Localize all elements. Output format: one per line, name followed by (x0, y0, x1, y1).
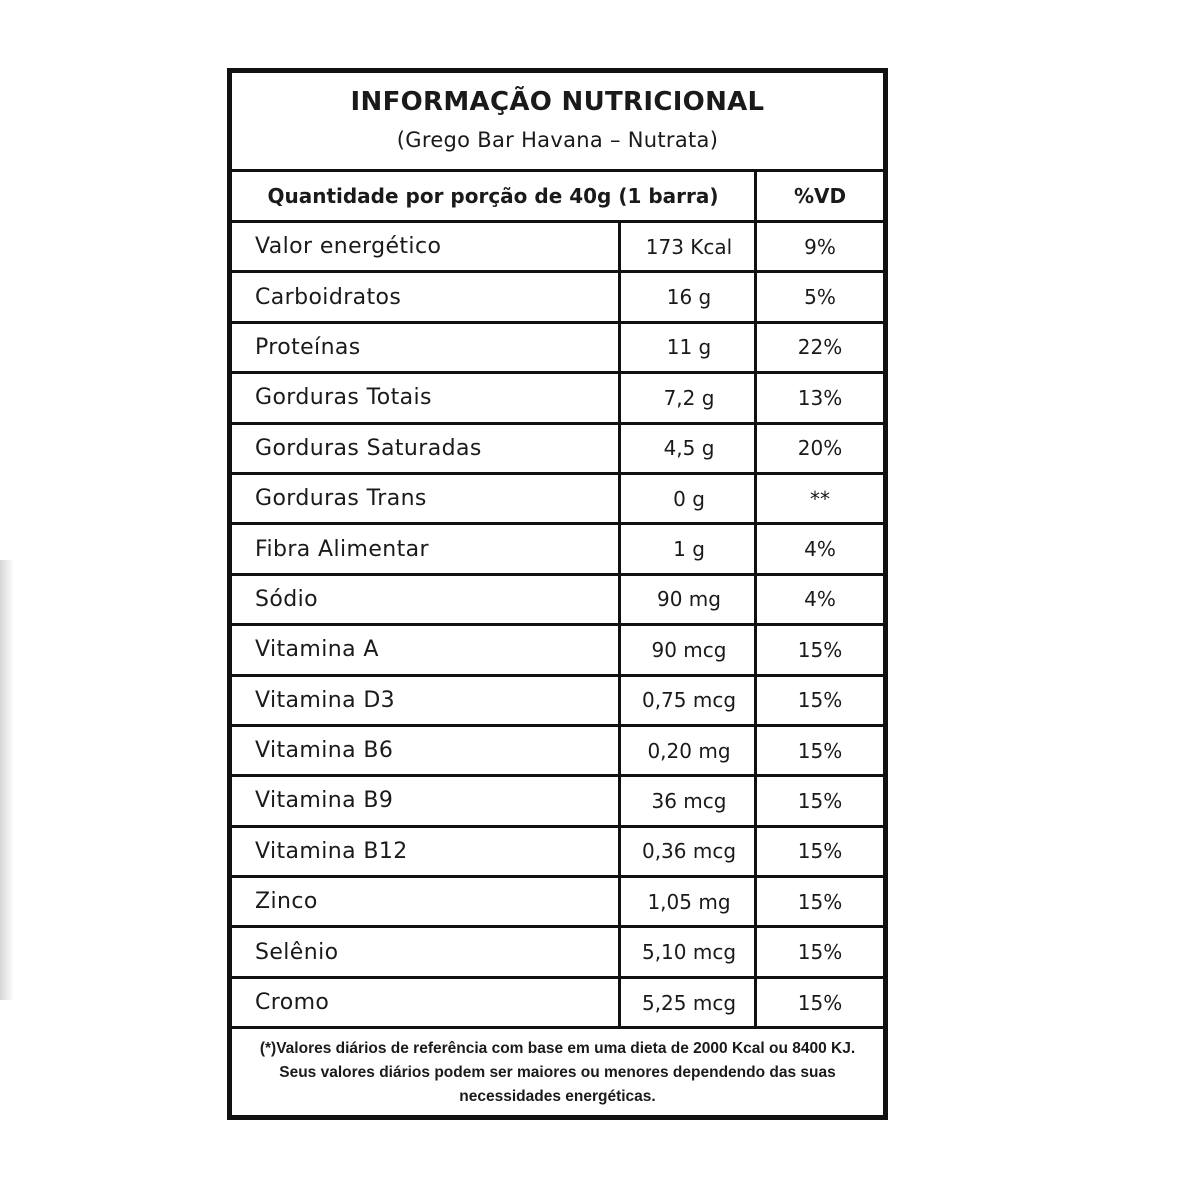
panel-subtitle: (Grego Bar Havana – Nutrata) (396, 128, 719, 152)
nutrient-name: Vitamina D3 (232, 677, 621, 724)
nutrient-amount: 36 mcg (624, 777, 757, 824)
table-row (232, 525, 883, 575)
nutrient-vd: 15% (797, 738, 843, 763)
nutrient-name: Selênio (232, 928, 621, 975)
nutrient-amount: 90 mcg (624, 626, 757, 673)
nutrient-vd: 20% (797, 436, 843, 461)
nutrient-rows (232, 223, 883, 1029)
nutrient-amount: 7,2 g (624, 374, 757, 421)
table-row (232, 878, 883, 928)
nutrient-vd: 15% (797, 940, 843, 965)
nutrient-vd: 15% (797, 637, 843, 662)
nutrient-vd: 9% (804, 234, 836, 259)
nutrient-vd: 22% (797, 335, 843, 360)
nutrient-amount: 0,36 mcg (624, 828, 757, 875)
nutrient-name: Vitamina B9 (232, 777, 621, 824)
table-row (232, 273, 883, 323)
nutrient-amount: 0,75 mcg (624, 677, 757, 724)
table-row (232, 475, 883, 525)
portion-header: Quantidade por porção de 40g (1 barra) (232, 172, 757, 220)
vd-header: %VD (793, 184, 847, 208)
title-block (232, 73, 883, 172)
table-row (232, 223, 883, 273)
nutrient-name: Vitamina B12 (232, 828, 621, 875)
table-row (232, 727, 883, 777)
table-row (232, 425, 883, 475)
panel-title: INFORMAÇÃO NUTRICIONAL (350, 87, 765, 117)
nutrient-vd: 15% (797, 889, 843, 914)
nutrient-vd: 13% (797, 385, 843, 410)
background-shadow (0, 560, 14, 1000)
table-row (232, 374, 883, 424)
table-row (232, 576, 883, 626)
nutrient-vd: 5% (804, 285, 836, 310)
nutrient-amount: 1 g (624, 525, 757, 572)
nutrient-vd: 4% (804, 537, 836, 562)
nutrient-vd: 15% (797, 688, 843, 713)
nutrient-vd: 4% (804, 587, 836, 612)
nutrient-name: Gorduras Totais (232, 374, 621, 421)
nutrient-name: Vitamina A (232, 626, 621, 673)
nutrient-vd: 15% (797, 839, 843, 864)
nutrient-amount: 5,10 mcg (624, 928, 757, 975)
nutrient-vd: 15% (797, 990, 843, 1015)
nutrient-name: Gorduras Trans (232, 475, 621, 522)
nutrient-name: Sódio (232, 576, 621, 623)
table-row (232, 777, 883, 827)
table-row (232, 324, 883, 374)
nutrient-amount: 173 Kcal (624, 223, 757, 270)
table-row (232, 928, 883, 978)
table-row (232, 677, 883, 727)
nutrient-name: Gorduras Saturadas (232, 425, 621, 472)
table-row (232, 626, 883, 676)
nutrient-amount: 1,05 mg (624, 878, 757, 925)
table-row (232, 828, 883, 878)
nutrient-amount: 90 mg (624, 576, 757, 623)
nutrient-name: Carboidratos (232, 273, 621, 320)
nutrient-vd: 15% (797, 788, 843, 813)
nutrient-name: Cromo (232, 979, 621, 1026)
nutrient-amount: 11 g (624, 324, 757, 371)
nutrition-facts-panel (227, 68, 888, 1120)
nutrient-name: Valor energético (232, 223, 621, 270)
nutrient-name: Vitamina B6 (232, 727, 621, 774)
nutrient-amount: 0,20 mg (624, 727, 757, 774)
footnote: (*)Valores diários de referência com base em uma dieta de 2000 Kcal ou 8400 KJ. Seus valores diários podem ser maiores ou menores dependendo das suas necessidades energéticas. (259, 1040, 856, 1105)
table-header-row (232, 172, 883, 223)
nutrient-name: Proteínas (232, 324, 621, 371)
nutrient-name: Zinco (232, 878, 621, 925)
nutrient-amount: 5,25 mcg (624, 979, 757, 1026)
nutrient-vd: ** (810, 486, 830, 511)
table-row (232, 979, 883, 1029)
nutrient-amount: 4,5 g (624, 425, 757, 472)
nutrient-amount: 16 g (624, 273, 757, 320)
nutrient-amount: 0 g (624, 475, 757, 522)
nutrient-name: Fibra Alimentar (232, 525, 621, 572)
